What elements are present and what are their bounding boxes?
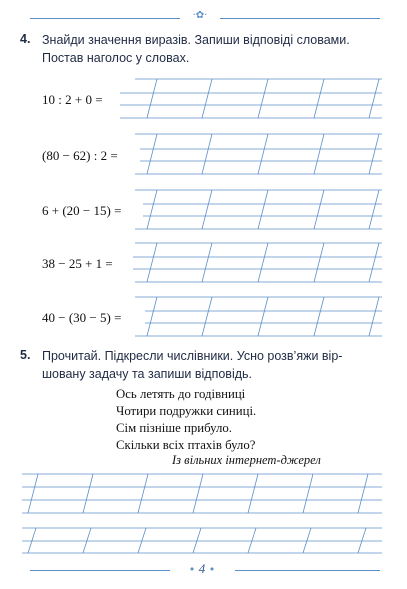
task5-number: 5. bbox=[20, 348, 31, 362]
task5-instruction-line1: Прочитай. Підкресли числівники. Усно розв’яжи вір- bbox=[42, 349, 343, 363]
footer-ornament-left: • bbox=[188, 563, 196, 576]
poem-line-3: Сім пізніше прибуло. bbox=[116, 421, 232, 435]
footer-rule-left bbox=[30, 570, 170, 571]
poem-source: Із вільних інтернет-джерел bbox=[172, 453, 321, 467]
task5-instruction-line2: шовану задачу та запиши відповідь. bbox=[42, 367, 253, 381]
header-ornament: ·✿· bbox=[192, 10, 208, 21]
poem-line-1: Ось летять до годівниці bbox=[116, 387, 246, 401]
expression-5: 40 − (30 − 5) = bbox=[42, 310, 122, 325]
footer-rule-right bbox=[235, 570, 380, 571]
task4-number: 4. bbox=[20, 32, 31, 46]
page-number bbox=[172, 561, 232, 577]
page-number-value: 4 bbox=[198, 561, 206, 576]
footer-ornament-right: • bbox=[208, 563, 216, 576]
task4-instruction-line2: Постав наголос у словах. bbox=[42, 51, 190, 65]
poem-line-2: Чотири подружки синиці. bbox=[116, 404, 257, 418]
expression-3: 6 + (20 − 15) = bbox=[42, 203, 122, 218]
expression-1: 10 : 2 + 0 = bbox=[42, 92, 103, 107]
expression-2: (80 − 62) : 2 = bbox=[42, 148, 118, 163]
expression-4: 38 − 25 + 1 = bbox=[42, 256, 113, 271]
poem bbox=[116, 386, 256, 454]
poem-line-4: Скільки всіх птахів було? bbox=[116, 438, 256, 452]
task4-instruction-line1: Знайди значення виразів. Запиши відповіді словами. bbox=[42, 33, 350, 47]
